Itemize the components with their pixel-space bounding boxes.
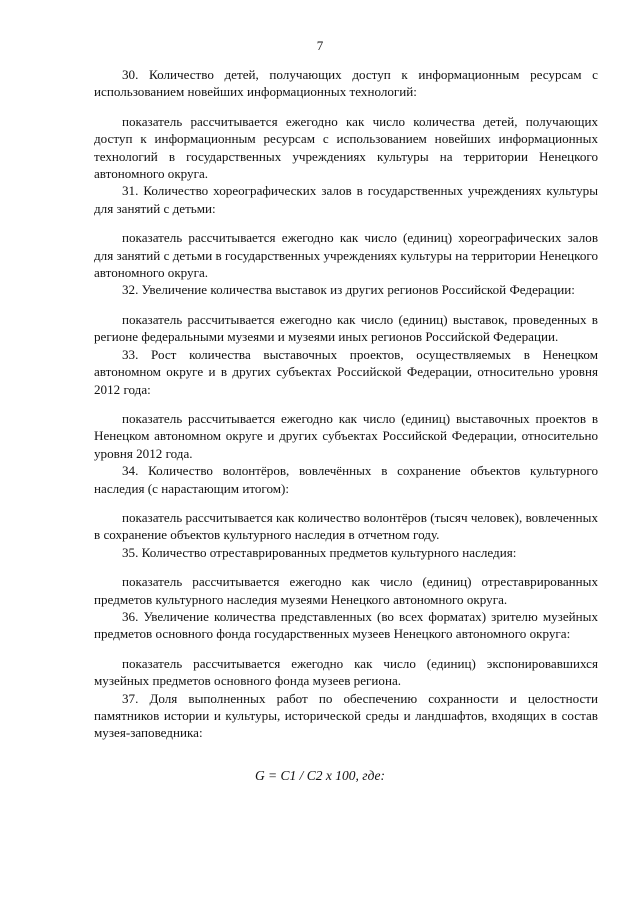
item-34-heading: 34. Количество волонтёров, вовлечённых в сохранение объектов культурного наследия (с нарастающим итогом): <box>94 463 598 496</box>
item-31-description: показатель рассчитывается ежегодно как число (единиц) хореографических залов для занятий с детьми в государственных учреждениях культуры на территории Ненецкого автономного округа. <box>94 230 598 281</box>
item-36-description: показатель рассчитывается ежегодно как число (единиц) экспонировавшихся музейных предметов основного фонда музеев региона. <box>94 655 598 689</box>
item-35-description: показатель рассчитывается ежегодно как число (единиц) отреставрированных предметов культурного наследия музеями Ненецкого автономного округа. <box>94 574 598 607</box>
item-32-description: показатель рассчитывается ежегодно как число (единиц) выставок, проведенных в регионе федеральными музеями и музеями иных регионов Российской Федерации. <box>94 311 598 345</box>
item-37-heading: 37. Доля выполненных работ по обеспечению сохранности и целостности памятников истории и культуры, исторической среды и ландшафтов, входящих в состав музея-заповедника: <box>94 690 598 741</box>
item-35-heading: 35. Количество отреставрированных предметов культурного наследия: <box>122 544 517 560</box>
document-body <box>94 66 598 742</box>
item-30-heading: 30. Количество детей, получающих доступ к информационным ресурсам с использованием новейших информационных технологий: <box>94 67 598 100</box>
item-32-heading: 32. Увеличение количества выставок из других регионов Российской Федерации: <box>122 282 575 298</box>
item-30-description: показатель рассчитывается ежегодно как число количества детей, получающих доступ к информационным ресурсам с использованием новейших информационных технологий в государственных учреждениях культуры на территории Ненецкого автономного округа. <box>94 113 598 182</box>
item-33-heading: 33. Рост количества выставочных проектов, осуществляемых в Ненецком автономном округе и в других субъектах Российской Федерации, относительно уровня 2012 года: <box>94 346 598 397</box>
page-number: 7 <box>316 38 324 53</box>
formula: G = C1 / C2 x 100, где: <box>254 768 386 783</box>
item-31-heading: 31. Количество хореографических залов в государственных учреждениях культуры для занятий с детьми: <box>94 183 598 216</box>
item-36-heading: 36. Увеличение количества представленных (во всех форматах) зрителю музейных предметов основного фонда государственных музеев Ненецкого автономного округа: <box>94 608 598 642</box>
item-33-description: показатель рассчитывается ежегодно как число (единиц) выставочных проектов в Ненецком автономном округе и других субъектах Российской Федерации, относительно уровня 2012 года. <box>94 410 598 461</box>
item-34-description: показатель рассчитывается как количество волонтёров (тысяч человек), вовлеченных в сохранение объектов культурного наследия в отчетном году. <box>94 509 598 543</box>
